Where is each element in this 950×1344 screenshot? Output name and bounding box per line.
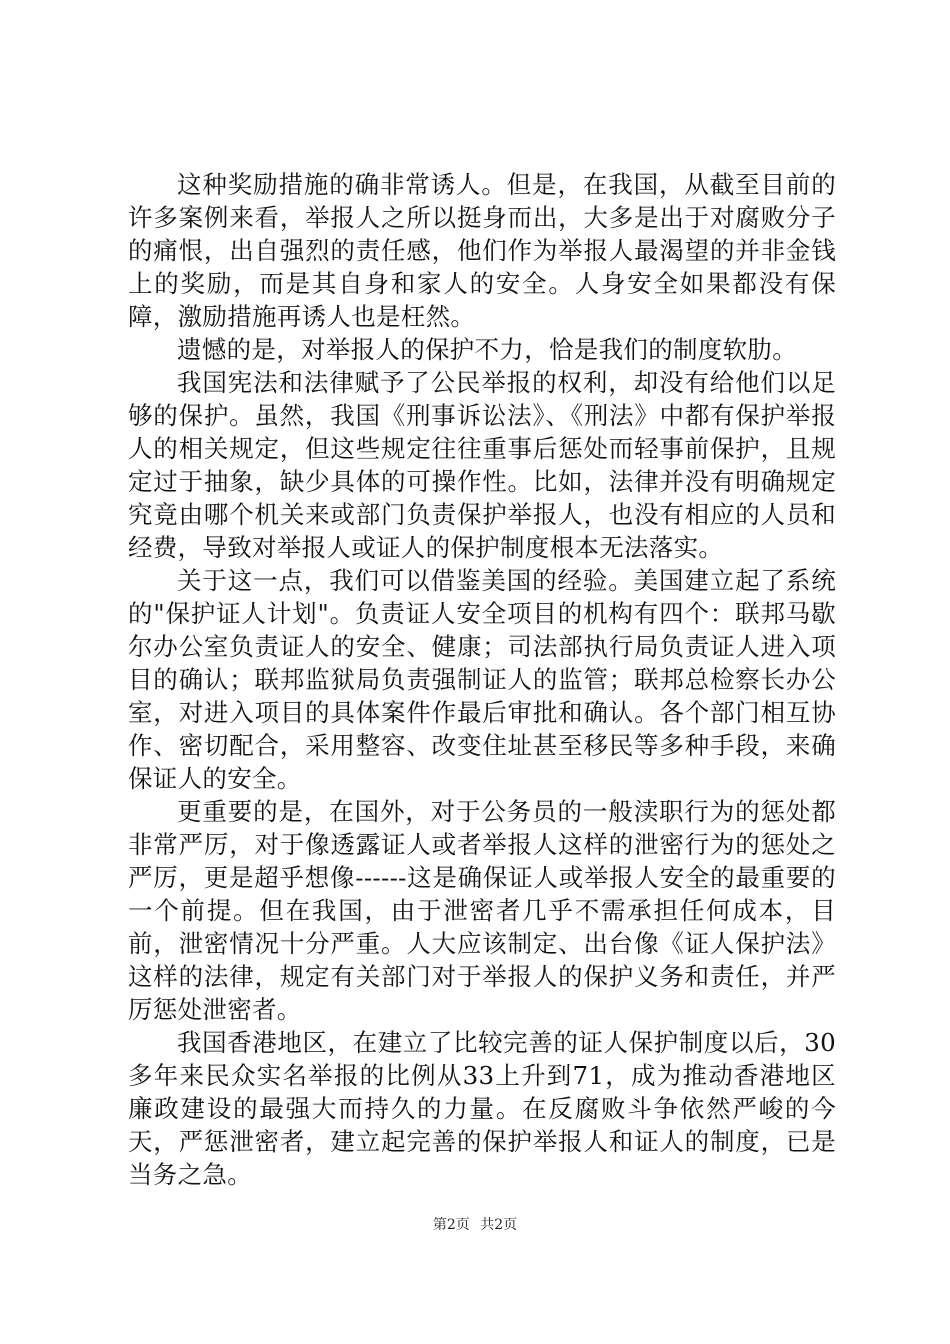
paragraph-leak-punishment: 更重要的是，在国外，对于公务员的一般渎职行为的惩处都非常严厉，对于像透露证人或者举报人这样的泄密行为的惩处之严厉，更是超乎想像------这是确保证人或举报人安全的最重要的一个前提。但在我国，由于泄密者几乎不需承担任何成本，目前，泄密情况十分严重。人大应该制定、出台像《证人保护法》这样的法律，规定有关部门对于举报人的保护义务和责任，并严厉惩处泄密者。: [128, 797, 836, 1024]
paragraph-protection-weakness: 遗憾的是，对举报人的保护不力，恰是我们的制度软肋。: [177, 335, 797, 364]
paragraph-hong-kong-example: 我国香港地区，在建立了比较完善的证人保护制度以后，30多年来民众实名举报的比例从33上升到71，成为推动香港地区廉政建设的最强大而持久的力量。在反腐败斗争依然严峻的今天，严惩泄密者，建立起完善的保护举报人和证人的制度，已是当务之急。: [128, 1028, 836, 1189]
page-number: 第2页: [432, 1217, 470, 1233]
paragraph-legal-protection: 我国宪法和法律赋予了公民举报的权利，却没有给他们以足够的保护。虽然，我国《刑事诉讼法》、《刑法》中都有保护举报人的相关规定，但这些规定往往重事后惩处而轻事前保护，且规定过于抽象，缺少具体的可操作性。比如，法律并没有明确规定究竟由哪个机关来或部门负责保护举报人，也没有相应的人员和经费，导致对举报人或证人的保护制度根本无法落实。: [128, 368, 836, 562]
page-total: 共2页: [480, 1217, 518, 1233]
paragraph-reward-measures: 这种奖励措施的确非常诱人。但是，在我国，从截至目前的许多案例来看，举报人之所以挺身而出，大多是出于对腐败分子的痛恨，出自强烈的责任感，他们作为举报人最渴望的并非金钱上的奖励，而是其自身和家人的安全。人身安全如果都没有保障，激励措施再诱人也是枉然。: [128, 170, 836, 331]
page-footer: [0, 1216, 950, 1234]
document-body: [128, 168, 836, 1191]
paragraph-us-witness-program: 关于这一点，我们可以借鉴美国的经验。美国建立起了系统的"保护证人计划"。负责证人安全项目的机构有四个：联邦马歇尔办公室负责证人的安全、健康；司法部执行局负责证人进入项目的确认；联邦监狱局负责强制证人的监管；联邦总检察长办公室，对进入项目的具体案件作最后审批和确认。各个部门相互协作、密切配合，采用整容、改变住址甚至移民等多种手段，来确保证人的安全。: [128, 566, 836, 793]
